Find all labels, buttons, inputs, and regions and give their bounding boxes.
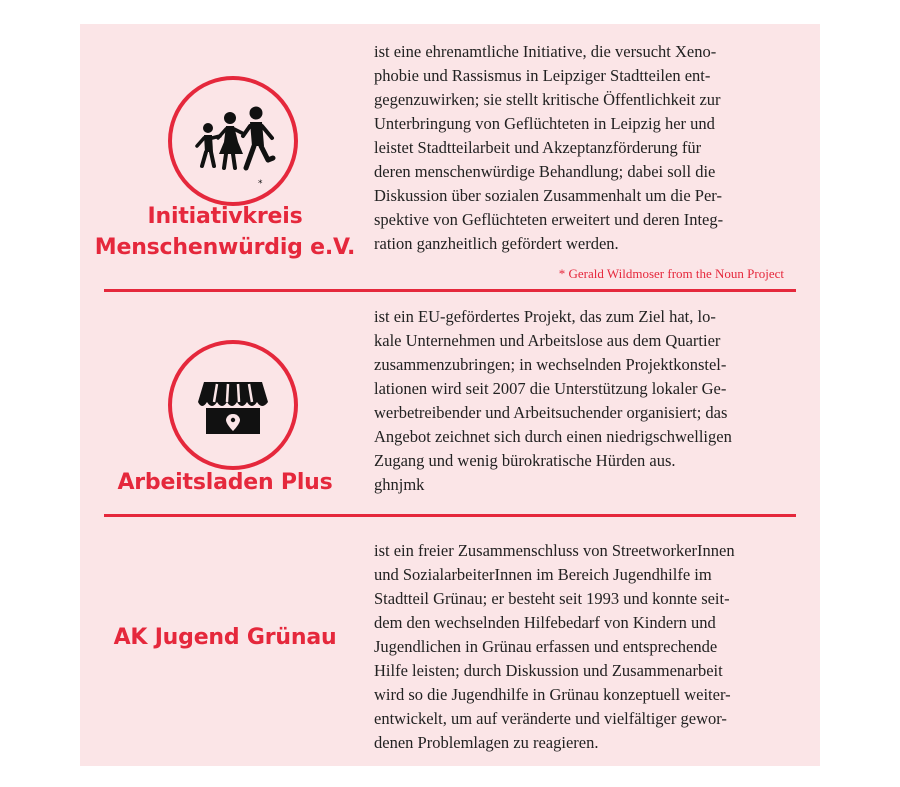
icon-credit-mark: * <box>258 179 263 189</box>
shop-icon <box>172 344 294 466</box>
organizations-panel <box>80 24 820 766</box>
divider <box>104 514 796 517</box>
arbeitsladen-logo <box>168 340 298 470</box>
icon-credit: * Gerald Wildmoser from the Noun Project <box>558 266 784 281</box>
org-name-ak-jugend: AK Jugend Grünau <box>113 625 337 650</box>
family-icon <box>172 80 294 202</box>
description-ak-jugend: ist ein freier Zusammenschluss von StreetworkerInnen und SozialarbeiterInnen im Bereich Jugendhilfe im Stadtteil Grünau; er besteht seit 1993 und konnte seit- dem den wechselnden Hilfebedarf von Kindern und Jugendlichen in Grünau erfassen und entsprechende Hilfe leisten; durch Diskussion und Zusammenarbeit wird so die Jugendhilfe in Grünau konzeptuell weiter- entwickelt, um auf veränderte und vielfältiger gewor- denen Problemlagen zu reagieren. <box>374 541 735 752</box>
description-arbeitsladen: ist ein EU-gefördertes Projekt, das zum Ziel hat, lo- kale Unternehmen und Arbeitslose aus dem Quartier zusammenzubringen; in wechselnden Projektkonstel- lationen wird seit 2007 die Unterstützung lokaler Ge- werbetreibender und Arbeitsuchender organisiert; das Angebot zeichnet sich durch einen niedrigschwelligen Zugang und wenig bürokratische Hürden aus. ghnjmk <box>374 307 732 494</box>
org-name-initiativkreis <box>90 201 360 263</box>
org-name-line-1: Initiativkreis <box>147 204 303 229</box>
initiativkreis-logo <box>168 76 298 206</box>
org-name-arbeitsladen: Arbeitsladen Plus <box>117 470 333 495</box>
description-initiativkreis: ist eine ehrenamtliche Initiative, die versucht Xeno- phobie und Rassismus in Leipziger Stadtteilen ent- gegenzuwirken; sie stellt kritische Öffentlichkeit zur Unterbringung von Geflüchteten in Leipzig her und leistet Stadtteilarbeit und Akzeptanzförderung für deren menschenwürdige Behandlung; dabei soll die Diskussion über sozialen Zusammenhalt um die Per- spektive von Geflüchteten erweitert und deren Integ- ration ganzheitlich gefördert werden. <box>374 42 724 253</box>
divider <box>104 289 796 292</box>
org-name-line-2: Menschenwürdig e.V. <box>94 235 356 260</box>
